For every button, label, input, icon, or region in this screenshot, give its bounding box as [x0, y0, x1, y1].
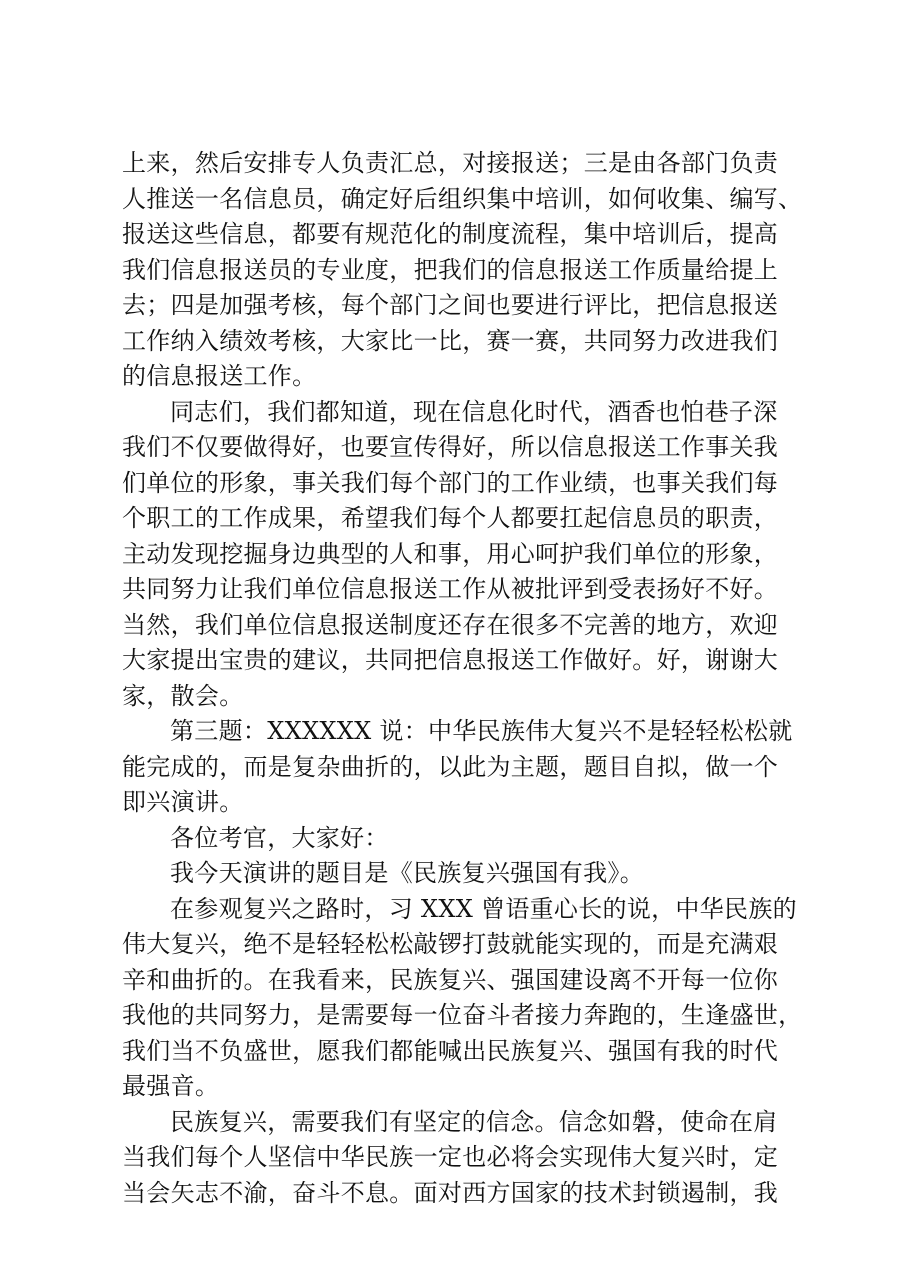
text-line: 我们信息报送员的专业度，把我们的信息报送工作质量给提上 — [122, 255, 779, 284]
text-line: 我今天演讲的题目是《民族复兴强国有我》。 — [170, 859, 644, 887]
text-line: 各位考官，大家好： — [170, 823, 389, 852]
text-line: 能完成的，而是复杂曲折的，以此为主题，题目自拟，做一个 — [122, 752, 779, 781]
text-line: 上来，然后安排专人负责汇总，对接报送；三是由各部门负责 — [122, 149, 779, 177]
text-line: 我们不仅要做得好，也要宣传得好，所以信息报送工作事关我 — [122, 433, 779, 461]
text-line: 个职工的工作成果，希望我们每个人都要扛起信息员的职责， — [122, 504, 779, 532]
text-line: 主动发现挖掘身边典型的人和事，用心呵护我们单位的形象， — [122, 539, 779, 568]
text-line: 的信息报送工作。 — [122, 362, 317, 390]
text-line: 民族复兴，需要我们有坚定的信念。信念如磐，使命在肩 — [170, 1107, 778, 1136]
text-line: 在参观复兴之路时，习 XXX 曾语重心长的说，中华民族的 — [170, 894, 797, 923]
text-line: 去；四是加强考核，每个部门之间也要进行评比，把信息报送 — [122, 291, 779, 319]
text-line: 家，散会。 — [122, 681, 244, 710]
text-line: 我他的共同努力，是需要每一位奋斗者接力奔跑的，生逢盛世， — [122, 1001, 802, 1029]
text-line: 当然，我们单位信息报送制度还存在很多不完善的地方，欢迎 — [122, 610, 779, 639]
text-line: 伟大复兴，绝不是轻轻松松敲锣打鼓就能实现的，而是充满艰 — [122, 930, 779, 958]
text-line: 大家提出宝贵的建议，共同把信息报送工作做好。好，谢谢大 — [122, 646, 779, 674]
text-line: 人推送一名信息员，确定好后组织集中培训，如何收集、编写、 — [122, 184, 802, 213]
text-line: 即兴演讲。 — [122, 788, 244, 816]
text-line: 同志们，我们都知道，现在信息化时代，酒香也怕巷子深 — [170, 397, 778, 426]
text-line: 当我们每个人坚信中华民族一定也必将会实现伟大复兴时，定 — [122, 1143, 779, 1171]
text-line: 报送这些信息，都要有规范化的制度流程，集中培训后，提高 — [122, 220, 779, 248]
text-line: 共同努力让我们单位信息报送工作从被批评到受表扬好不好。 — [122, 575, 779, 603]
text-line: 工作纳入绩效考核，大家比一比，赛一赛，共同努力改进我们 — [122, 326, 779, 355]
document-body — [122, 146, 802, 1211]
text-line: 当会矢志不渝，奋斗不息。面对西方国家的技术封锁遏制，我 — [122, 1178, 779, 1207]
text-line: 辛和曲折的。在我看来，民族复兴、强国建设离不开每一位你 — [122, 965, 779, 994]
text-line: 最强音。 — [122, 1072, 220, 1100]
text-line: 我们当不负盛世，愿我们都能喊出民族复兴、强国有我的时代 — [122, 1036, 779, 1065]
text-line: 第三题：XXXXXX 说：中华民族伟大复兴不是轻轻松松就 — [170, 717, 793, 745]
text-line: 们单位的形象，事关我们每个部门的工作业绩，也事关我们每 — [122, 468, 779, 497]
